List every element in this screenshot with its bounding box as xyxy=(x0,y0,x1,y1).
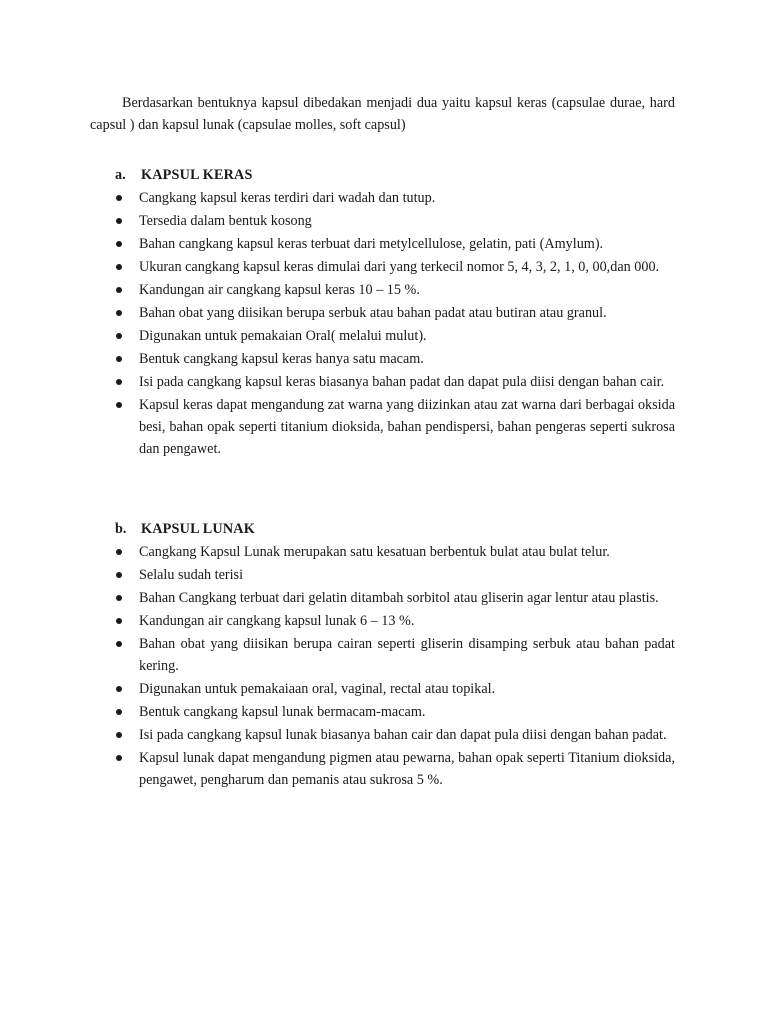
list-item xyxy=(115,187,675,209)
list-item xyxy=(115,610,675,632)
bullet-icon xyxy=(116,618,122,624)
bullet-icon xyxy=(116,641,122,647)
bullet-list xyxy=(115,541,675,791)
list-item-text: Kapsul lunak dapat mengandung pigmen atau pewarna, bahan opak seperti Titanium dioksida, pengawet, pengharum dan pemanis atau sukrosa 5 %. xyxy=(139,750,675,788)
section-letter: b. xyxy=(115,521,127,537)
list-item-text: Bahan Cangkang terbuat dari gelatin ditambah sorbitol atau gliserin agar lentur atau plastis. xyxy=(139,590,659,606)
list-item xyxy=(115,302,675,324)
bullet-icon xyxy=(116,709,122,715)
list-item xyxy=(115,587,675,609)
list-item-text: Selalu sudah terisi xyxy=(139,567,244,583)
bullet-icon xyxy=(116,310,122,316)
list-item xyxy=(115,279,675,301)
bullet-icon xyxy=(116,402,122,408)
list-item-text: Ukuran cangkang kapsul keras dimulai dari yang terkecil nomor 5, 4, 3, 2, 1, 0, 00,dan 000. xyxy=(139,259,660,275)
bullet-icon xyxy=(116,732,122,738)
list-item-text: Isi pada cangkang kapsul keras biasanya bahan padat dan dapat pula diisi dengan bahan cair. xyxy=(139,374,665,390)
list-item-text: Digunakan untuk pemakaiaan oral, vaginal, rectal atau topikal. xyxy=(139,681,496,697)
list-item xyxy=(115,633,675,677)
bullet-icon xyxy=(116,595,122,601)
list-item-text: Tersedia dalam bentuk kosong xyxy=(139,213,312,229)
list-item xyxy=(115,210,675,232)
bullet-icon xyxy=(116,264,122,270)
list-item xyxy=(115,394,675,460)
list-item-text: Digunakan untuk pemakaian Oral( melalui mulut). xyxy=(139,328,427,344)
section-heading xyxy=(115,164,675,186)
list-item-text: Bentuk cangkang kapsul lunak bermacam-macam. xyxy=(139,704,426,720)
list-item xyxy=(115,701,675,723)
list-item xyxy=(115,233,675,255)
list-item-text: Kandungan air cangkang kapsul keras 10 – 15 %. xyxy=(139,282,420,298)
bullet-icon xyxy=(116,755,122,761)
list-item-text: Bahan obat yang diisikan berupa serbuk atau bahan padat atau butiran atau granul. xyxy=(139,305,607,321)
section-letter: a. xyxy=(115,167,126,183)
list-item xyxy=(115,724,675,746)
bullet-icon xyxy=(116,572,122,578)
bullet-icon xyxy=(116,356,122,362)
list-item-text: Isi pada cangkang kapsul lunak biasanya bahan cair dan dapat pula diisi dengan bahan padat. xyxy=(139,727,667,743)
section-kapsul-keras xyxy=(115,164,675,461)
list-item xyxy=(115,564,675,586)
section-title: KAPSUL KERAS xyxy=(141,167,253,183)
list-item-text: Kapsul keras dapat mengandung zat warna yang diizinkan atau zat warna dari berbagai oksida besi, bahan opak seperti titanium dioksida, bahan pendispersi, bahan pengeras seperti sukrosa dan pengawet. xyxy=(139,397,675,457)
section-heading xyxy=(115,518,675,540)
list-item-text: Kandungan air cangkang kapsul lunak 6 – 13 %. xyxy=(139,613,415,629)
intro-paragraph: Berdasarkan bentuknya kapsul dibedakan menjadi dua yaitu kapsul keras (capsulae durae, hard capsul ) dan kapsul lunak (capsulae molles, soft capsul) xyxy=(90,95,675,133)
list-item-text: Bahan obat yang diisikan berupa cairan seperti gliserin disamping serbuk atau bahan padat kering. xyxy=(139,636,675,674)
bullet-icon xyxy=(116,379,122,385)
bullet-icon xyxy=(116,549,122,555)
list-item-text: Cangkang kapsul keras terdiri dari wadah dan tutup. xyxy=(139,190,436,206)
list-item-text: Bentuk cangkang kapsul keras hanya satu macam. xyxy=(139,351,424,367)
bullet-icon xyxy=(116,218,122,224)
bullet-icon xyxy=(116,195,122,201)
section-title: KAPSUL LUNAK xyxy=(141,521,255,537)
bullet-icon xyxy=(116,333,122,339)
bullet-icon xyxy=(116,686,122,692)
list-item xyxy=(115,348,675,370)
list-item-text: Cangkang Kapsul Lunak merupakan satu kesatuan berbentuk bulat atau bulat telur. xyxy=(139,544,610,560)
list-item xyxy=(115,541,675,563)
section-kapsul-lunak xyxy=(115,518,675,792)
list-item-text: Bahan cangkang kapsul keras terbuat dari metylcellulose, gelatin, pati (Amylum). xyxy=(139,236,604,252)
list-item xyxy=(115,371,675,393)
bullet-list xyxy=(115,187,675,460)
list-item xyxy=(115,256,675,278)
bullet-icon xyxy=(116,241,122,247)
bullet-icon xyxy=(116,287,122,293)
list-item xyxy=(115,678,675,700)
list-item xyxy=(115,325,675,347)
list-item xyxy=(115,747,675,791)
